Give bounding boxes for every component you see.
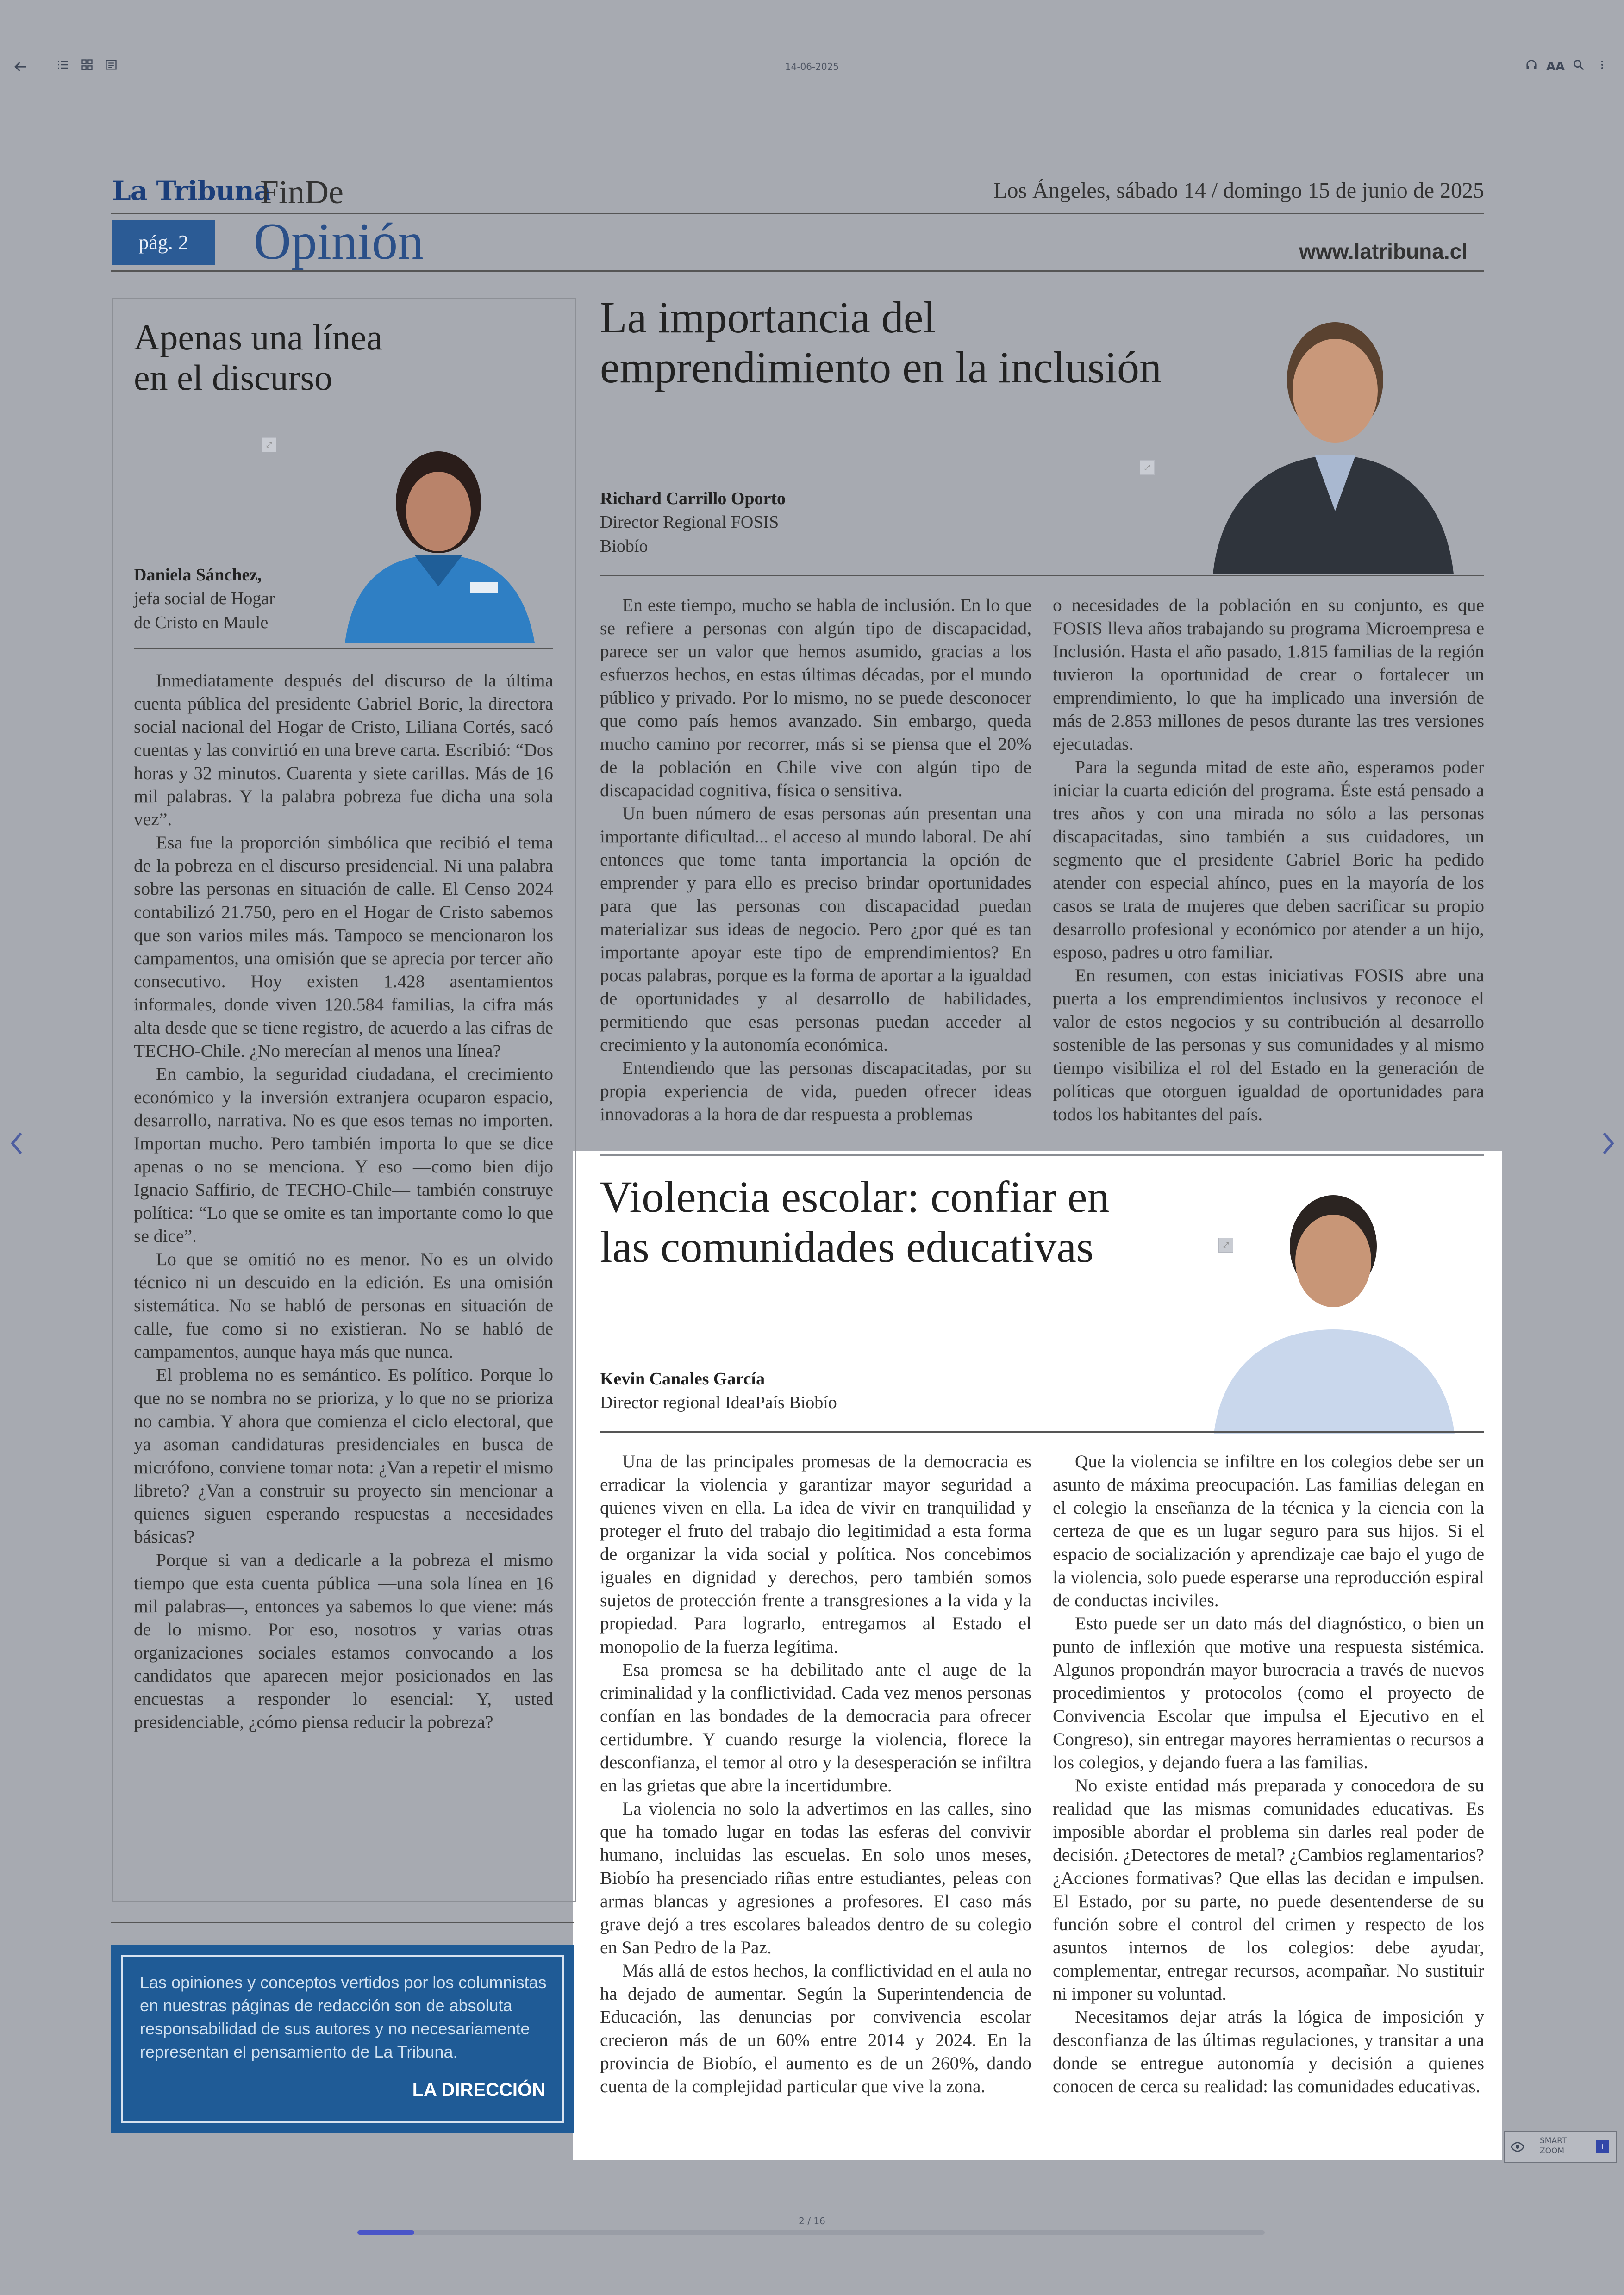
author-name: Kevin Canales García: [600, 1369, 765, 1389]
author-role-line-2: Biobío: [600, 536, 648, 556]
author-role-line-1: Director Regional FOSIS: [600, 512, 779, 532]
paragraph: o necesidades de la población en su conjunto, es que FOSIS lleva años trabajando su programa Microempresa e Inclusión. Hasta el año pasado, 1.815 familias de la región tuvieron la oportunidad de crear o fortalecer un emprendimiento, lo que ha implicado una inversión de más de 2.853 millones de pesos durante las tres versiones ejecutadas.: [1053, 595, 1484, 754]
text-size-icon[interactable]: AA: [1546, 60, 1565, 74]
left-bottom-rule: [111, 1922, 574, 1923]
disclaimer-frame: [121, 1955, 564, 2123]
paragraph: Esa fue la proporción simbólica que recibió el tema de la pobreza en el discurso presidencial. Ni una palabra sobre las personas en situación de calle. El Censo 2024 contabilizó 21.750, pero en el Hogar de Cristo sabemos que son varios miles más. Tampoco se mencionaron los campamentos, una omisión que se aprecia por tercer año consecutivo. Hoy existen 1.428 asentamientos informales, donde viven 120.584 familias, la cifra más alta desde que se tiene registro, de acuerdo a las cifras de TECHO-Chile. ¿No merecían al menos una línea?: [134, 832, 553, 1061]
author-photo: [331, 434, 544, 643]
smart-zoom-label-line-2: ZOOM: [1540, 2146, 1565, 2156]
paragraph: El problema no es semántico. Es político. Porque lo que no se nombra no se prioriza, y lo que no se prioriza no cambia. Y ahora que comienza el ciclo electoral, que ya asoman candidaturas presidenciales en busca de micrófono, conviene tomar nota: ¿Van a repetir el mismo libreto? ¿Van a construir su proyecto sin mencionar a quienes siguen esperando respuestas a necesidades básicas?: [134, 1365, 553, 1547]
author-rule: [134, 648, 553, 649]
paragraph: Entendiendo que las personas discapacitadas, por su propia experiencia de vida, pueden ofrecer ideas innovadoras a la hora de dar respuesta a problemas: [600, 1058, 1031, 1124]
edition-date: 14-06-2025: [785, 61, 839, 72]
search-icon[interactable]: [1570, 58, 1587, 75]
author-role: Director regional IdeaPaís Biobío: [600, 1393, 837, 1413]
image-zoom-icon[interactable]: ⤢: [1218, 1238, 1233, 1253]
paragraph: Una de las principales promesas de la democracia es erradicar la violencia y garantizar mayor seguridad a quienes viven en ella. La idea de vivir en tranquilidad y proteger el fruto del trabajo dio legitimidad a esta forma de organizar la vida social y política. Nos concebimos iguales en dignidad y derechos, pero también somos sujetos de protección frente a transgresiones a la vida y la propiedad. Para lograrlo, entregamos al Estado el monopolio de la fuerza legítima.: [600, 1451, 1031, 1657]
article-bottom-col-2: [1053, 1450, 1484, 2098]
title-line-1: Violencia escolar: confiar en: [600, 1172, 1110, 1222]
author-name: Richard Carrillo Oporto: [600, 489, 786, 508]
masthead-rule: [111, 270, 1484, 272]
disclaimer-text: Las opiniones y conceptos vertidos por los columnistas en nuestras páginas de redacción son de absoluta responsabilidad de sus autores y no necesariamente representan el pensamiento de La Tribuna.: [140, 1973, 547, 2061]
info-icon[interactable]: i: [1596, 2140, 1609, 2153]
list-icon[interactable]: [55, 58, 71, 75]
paragraph: Un buen número de esas personas aún presentan una importante dificultad... el acceso al mundo laboral. De ahí entonces que tome tanta importancia la opción de emprender y para ello es preciso brindar oportunidades para que las personas con discapacidad puedan materializar sus ideas de negocio. Pero ¿por qué es tan importante apoyar este tipo de emprendimientos? En pocas palabras, porque es la forma de aportar a la igualdad de oportunidades y al desarrollo de habilidades, permitiendo que esas personas puedan acceder al crecimiento y la autonomía económica.: [600, 803, 1031, 1055]
title-line-2: las comunidades educativas: [600, 1222, 1094, 1272]
paragraph: Necesitamos dejar atrás la lógica de imposición y desconfianza de las últimas regulaciones, y transitar a una donde se entregue autonomía y decisión a quienes conocen de cerca su realidad: las comunidades educativas.: [1053, 2007, 1484, 2096]
column-left-body: [134, 669, 553, 1734]
section-title: Opinión: [254, 213, 424, 270]
author-photo: [1214, 1177, 1455, 1434]
article-top-rule: [600, 575, 1484, 576]
paragraph: La violencia no solo la advertimos en las calles, sino que ha tomado lugar en todas las esferas del convivir humano, incluidas las escuelas. En solo unos meses, Biobío ha presenciado riñas entre estudiantes, peleas con armas blancas y agresiones a profesores. El caso más grave dejó a tres escolares baleados dentro de su colegio en San Pedro de la Paz.: [600, 1798, 1031, 1958]
masthead: [111, 171, 1484, 214]
title-line-2: emprendimiento en la inclusión: [600, 342, 1162, 392]
column-left-title: Apenas una línea en el discurso: [134, 317, 383, 398]
paragraph: Porque si van a dedicarle a la pobreza el mismo tiempo que esta cuenta pública —una sola línea en 16 mil palabras—, entonces ya sabemos lo que viene: más de lo mismo. Por eso, nosotros y varias otras organizaciones sociales estamos convocando a los candidatos que aparecen mejor posicionados en las encuestas a responder lo esencial: Y, usted presidenciable, ¿cómo piensa reducir la pobreza?: [134, 1550, 553, 1732]
paragraph: Esa promesa se ha debilitado ante el auge de la criminalidad y la conflictividad. Cada vez menos personas confían en las bondades de la democracia para ofrecer certidumbre. Y cuando resurge la violencia, florece la desconfianza, el temor al otro y la desesperación se infiltra en las grietas que abre la incertidumbre.: [600, 1659, 1031, 1796]
article-bottom-rule: [600, 1431, 1484, 1433]
website-url: www.latribuna.cl: [1299, 239, 1468, 263]
image-zoom-icon[interactable]: ⤢: [262, 437, 276, 452]
article-top-col-2: [1053, 593, 1484, 1126]
paragraph: Inmediatamente después del discurso de la última cuenta pública del presidente Gabriel Boric, la directora social nacional del Hogar de Cristo, Liliana Cortés, sacó cuentas y las convirtió en una breve carta. Escribió: “Dos horas y 32 minutos. Cuarenta y siete carillas. Más de 16 mil palabras. Y la palabra pobreza fue dicha una sola vez”.: [134, 670, 553, 829]
headphones-icon[interactable]: [1523, 58, 1540, 75]
back-arrow-icon[interactable]: [10, 58, 31, 75]
brand-subtitle: FinDe: [260, 174, 344, 211]
column-left-box: [112, 298, 576, 1902]
editorial-disclaimer: [111, 1945, 574, 2133]
prev-page-arrow[interactable]: [7, 1129, 28, 1164]
author-role-line-2: de Cristo en Maule: [134, 612, 269, 632]
page-number-tag: pág. 2: [112, 220, 215, 265]
article-bottom-title: [600, 1172, 1239, 1272]
author-photo: [1213, 298, 1454, 574]
title-line-1: La importancia del: [600, 293, 936, 342]
paragraph: En cambio, la seguridad ciudadana, el crecimiento económico y la inversión extranjera ocuparon espacio, desarrollo, narrativa. No es que esos temas no importen. Importan mucho. Pero también importa lo que se dice apenas o no se menciona. Y eso —como bien dijo Ignacio Saffirio, de TECHO-Chile— también construye política: “Lo que se omite es tan importante como lo que se dice”.: [134, 1064, 553, 1246]
reading-progress-fill: [357, 2230, 414, 2235]
author-name: Daniela Sánchez,: [134, 565, 262, 585]
article-top-title: [600, 293, 1239, 392]
column-left-author: [134, 563, 319, 635]
smart-zoom-label-line-1: SMART: [1540, 2136, 1567, 2145]
paragraph: En este tiempo, mucho se habla de inclusión. En lo que se refiere a personas con algún tipo de discapacidad, parece ser un valor que hemos asumido, gracias a los esfuerzos hechos, en estas últimas décadas, por el mundo público y privado. Por lo mismo, no se puede desconocer que como país hemos avanzado. Sin embargo, queda mucho camino por recorrer, más si se piensa que el 20% de la población en Chile vive con algún tipo de discapacidad cognitiva, física o sensitiva.: [600, 595, 1031, 800]
paragraph: Lo que se omitió no es menor. No es un olvido técnico ni un descuido en la edición. Es una omisión sistemática. No se habló de personas en situación de calle, fue como si no existieran. No se habló de campamentos, aunque haya más que nunca.: [134, 1249, 553, 1362]
page-indicator: 2 / 16: [799, 2215, 825, 2226]
smart-zoom-label: [1540, 2136, 1567, 2156]
article-divider: [600, 1154, 1484, 1156]
issue-date: Los Ángeles, sábado 14 / domingo 15 de junio de 2025: [993, 178, 1484, 203]
article-top-col-1: [600, 593, 1031, 1126]
smart-zoom-toggle[interactable]: [1504, 2131, 1617, 2163]
viewer-toolbar: [0, 0, 1624, 134]
disclaimer-signature: LA DIRECCIÓN: [412, 2080, 545, 2100]
paragraph: Que la violencia se infiltre en los colegios debe ser un asunto de máxima preocupación. Las familias delegan en el colegio la enseñanza de la técnica y la ciencia con la certeza de que es un lugar seguro para sus hijos. Si el espacio de socialización y aprendizaje cae bajo el yugo de la violencia, solo puede esperarse una reproducción espiral de conductas inciviles.: [1053, 1451, 1484, 1610]
paragraph: Más allá de estos hechos, la conflictividad en el aula no ha dejado de aumentar. Según la Superintendencia de Educación, las denuncias por convivencia escolar crecieron más de un 60% entre 2014 y 2024. En la provincia de Biobío, el aumento es de un 260%, dando cuenta de la complejidad particular que vive la zona.: [600, 1960, 1031, 2096]
image-zoom-icon[interactable]: ⤢: [1140, 460, 1155, 475]
paragraph: Para la segunda mitad de este año, esperamos poder iniciar la cuarta edición del programa. Éste está pensado a tres años y con una mirada no sólo a las personas discapacitadas, sino también a sus cuidadores, un segmento que el presidente Gabriel Boric ha pedido atender con especial ahínco, pues en la mayoría de los casos se trata de mujeres que deben sacrificar su propio desarrollo profesional y económico por atender a un hijo, esposo, padres u otro familiar.: [1053, 757, 1484, 962]
reading-progress-bar[interactable]: [357, 2230, 1265, 2235]
next-page-arrow[interactable]: [1597, 1129, 1618, 1164]
grid-icon[interactable]: [79, 58, 95, 75]
eye-icon: [1510, 2139, 1525, 2156]
author-role-line-1: jefa social de Hogar: [134, 589, 275, 609]
paragraph: No existe entidad más preparada y conocedora de su realidad que las mismas comunidades educativas. Es imposible abordar el problema sin darles real poder de decisión. ¿Detectores de metal? ¿Cambios reglamentarios? ¿Acciones formativas? Que ellas las decidan e impulsen. El Estado, por su parte, no puede desentenderse de su función sobre el control del crimen y respecto de los asuntos internos de los colegios: debe ayudar, complementar, entregar recursos, acompañar. No sustituir ni imponer su voluntad.: [1053, 1775, 1484, 2004]
paragraph: Esto puede ser un dato más del diagnóstico, o bien un punto de inflexión que motive una respuesta sistémica. Algunos propondrán mayor burocracia a través de nuevos procedimientos y protocolos (como el proyecto de Convivencia Escolar que impulsa el Ejecutivo en el Congreso), sin entregar mayores herramientas o recursos a los colegios, y dejando fuera a las familias.: [1053, 1613, 1484, 1772]
article-bottom-col-1: [600, 1450, 1031, 2098]
paragraph: En resumen, con estas iniciativas FOSIS abre una puerta a los emprendimientos inclusivos y reconoce el valor de estos negocios y su contribución al desarrollo sostenible de las personas y sus comunidades y al mismo tiempo visibiliza el rol del Estado en la generación de políticas que otorguen igualdad de oportunidades para todos los habitantes del país.: [1053, 965, 1484, 1124]
article-top-author: [600, 487, 924, 558]
article-bottom-author: [600, 1367, 970, 1415]
article-icon[interactable]: [103, 58, 119, 75]
brand-logo: La Tribuna: [112, 175, 271, 206]
more-icon[interactable]: [1595, 58, 1609, 75]
